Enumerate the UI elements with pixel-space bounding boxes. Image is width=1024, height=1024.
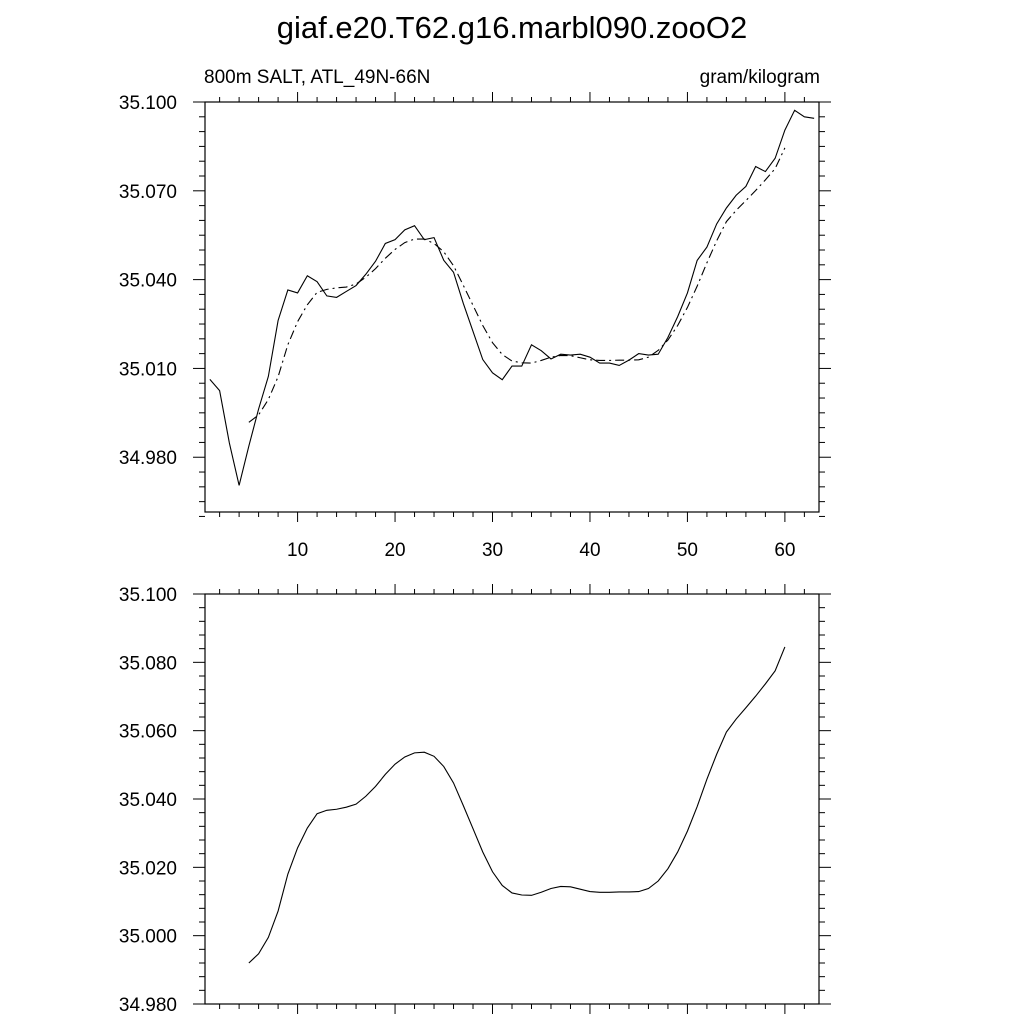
top-x-tick-label: 10 bbox=[287, 540, 309, 561]
top-x-tick-label: 40 bbox=[579, 540, 601, 561]
top-series-smoothed-line bbox=[249, 148, 785, 422]
top-x-tick-label: 60 bbox=[774, 540, 796, 561]
bottom-panel-frame bbox=[205, 594, 819, 1004]
top-panel-x-axis bbox=[287, 540, 795, 561]
top-y-tick-label: 35.070 bbox=[118, 181, 177, 203]
top-panel-units-label: gram/kilogram bbox=[699, 67, 820, 88]
figure-title: giaf.e20.T62.g16.marbl090.zooO2 bbox=[276, 10, 748, 45]
top-y-tick-label: 35.040 bbox=[118, 270, 177, 292]
top-panel-y-axis bbox=[119, 93, 177, 469]
bottom-panel-ticks bbox=[193, 584, 831, 1014]
bottom-y-tick-label: 35.100 bbox=[118, 585, 177, 606]
top-panel-series bbox=[210, 110, 814, 485]
top-y-tick-label: 35.010 bbox=[118, 359, 177, 381]
top-panel-ticks bbox=[193, 92, 831, 522]
top-series-line bbox=[210, 110, 814, 485]
top-y-tick-label: 34.980 bbox=[118, 448, 177, 470]
top-x-tick-label: 50 bbox=[676, 540, 698, 561]
bottom-y-tick-label: 35.080 bbox=[118, 653, 177, 675]
bottom-panel-series bbox=[249, 647, 785, 963]
top-panel bbox=[119, 67, 831, 561]
bottom-y-tick-label: 35.020 bbox=[118, 858, 177, 880]
bottom-panel-y-axis bbox=[119, 585, 177, 1016]
top-y-tick-label: 35.100 bbox=[118, 93, 177, 114]
top-x-tick-label: 20 bbox=[384, 540, 406, 561]
bottom-y-tick-label: 34.980 bbox=[118, 995, 177, 1016]
bottom-y-tick-label: 35.060 bbox=[118, 721, 177, 743]
bottom-y-tick-label: 35.000 bbox=[118, 926, 177, 948]
top-x-tick-label: 30 bbox=[481, 540, 504, 561]
bottom-y-tick-label: 35.040 bbox=[118, 790, 177, 811]
bottom-series-line bbox=[249, 647, 785, 963]
top-panel-left-label: 800m SALT, ATL_49N-66N bbox=[204, 67, 431, 88]
bottom-panel bbox=[119, 584, 831, 1016]
top-panel-frame bbox=[205, 102, 819, 512]
